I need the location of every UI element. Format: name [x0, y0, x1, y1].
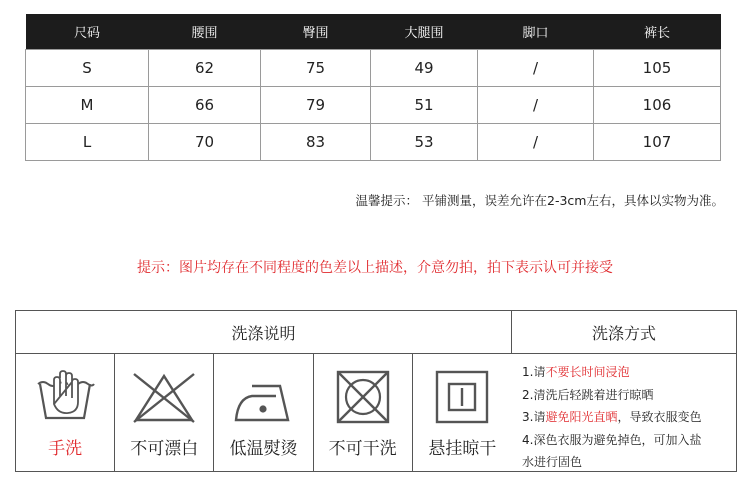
measurement-tip: 温馨提示： 平铺测量，误差允许在2-3cm左右，具体以实物为准。	[355, 193, 724, 208]
care-cell-low-iron	[214, 354, 313, 471]
header-waist: 腰围	[149, 14, 261, 50]
header-length: 裤长	[594, 14, 721, 50]
table-cell: M	[26, 87, 149, 124]
hand-wash-label: 手洗	[48, 439, 83, 459]
method-item-1: 1.请不要长时间浸泡	[522, 365, 630, 379]
color-difference-notice: 提示：图片均存在不同程度的色差以上描述，介意勿拍，拍下表示认可并接受	[137, 260, 613, 276]
hang-dry-label: 悬挂晾干	[428, 439, 497, 459]
care-cell-no-bleach	[115, 354, 214, 471]
table-cell: 83	[261, 124, 371, 161]
size-table	[25, 14, 721, 161]
header-hem: 脚口	[478, 14, 594, 50]
size-table-header-row	[26, 14, 721, 50]
table-cell: 106	[594, 87, 721, 124]
care-cell-hand-wash	[16, 354, 115, 471]
no-bleach-icon	[128, 368, 200, 426]
table-row	[26, 124, 721, 161]
table-cell: L	[26, 124, 149, 161]
care-instructions-title: 洗涤说明	[16, 311, 512, 354]
method-item-3: 3.请避免阳光直晒，导致衣服变色	[522, 410, 702, 424]
header-size: 尺码	[26, 14, 149, 50]
table-row	[26, 87, 721, 124]
table-cell: 62	[149, 50, 261, 87]
care-cell-hang-dry	[413, 354, 512, 471]
method-item-4-line1: 4.深色衣服为避免掉色，可加入盐	[522, 432, 702, 447]
table-cell: 107	[594, 124, 721, 161]
table-cell: 66	[149, 87, 261, 124]
table-cell: /	[478, 124, 594, 161]
table-cell: 105	[594, 50, 721, 87]
table-row	[26, 50, 721, 87]
table-cell: /	[478, 50, 594, 87]
table-cell: 51	[371, 87, 478, 124]
table-cell: S	[26, 50, 149, 87]
no-bleach-label: 不可漂白	[130, 439, 199, 459]
table-cell: 75	[261, 50, 371, 87]
method-item-4-line2: 水进行固色	[522, 455, 583, 469]
wash-method-list	[522, 361, 734, 474]
header-thigh: 大腿围	[371, 14, 478, 50]
table-cell: 49	[371, 50, 478, 87]
table-cell: 70	[149, 124, 261, 161]
table-cell: /	[478, 87, 594, 124]
no-dry-clean-label: 不可干洗	[328, 439, 397, 459]
care-cell-no-dry-clean	[314, 354, 413, 471]
hand-wash-icon	[34, 368, 96, 426]
method-item-2: 2.清洗后轻跳着进行晾晒	[522, 387, 654, 402]
no-dry-clean-icon	[334, 368, 392, 426]
table-cell: 53	[371, 124, 478, 161]
hang-dry-icon	[433, 368, 491, 426]
low-iron-icon	[230, 368, 296, 426]
care-instructions-box	[15, 310, 737, 472]
wash-method-title: 洗涤方式	[512, 311, 736, 354]
table-cell: 79	[261, 87, 371, 124]
low-iron-label: 低温熨烫	[229, 439, 298, 459]
header-hip: 臀围	[261, 14, 371, 50]
care-icons-row	[16, 354, 512, 471]
